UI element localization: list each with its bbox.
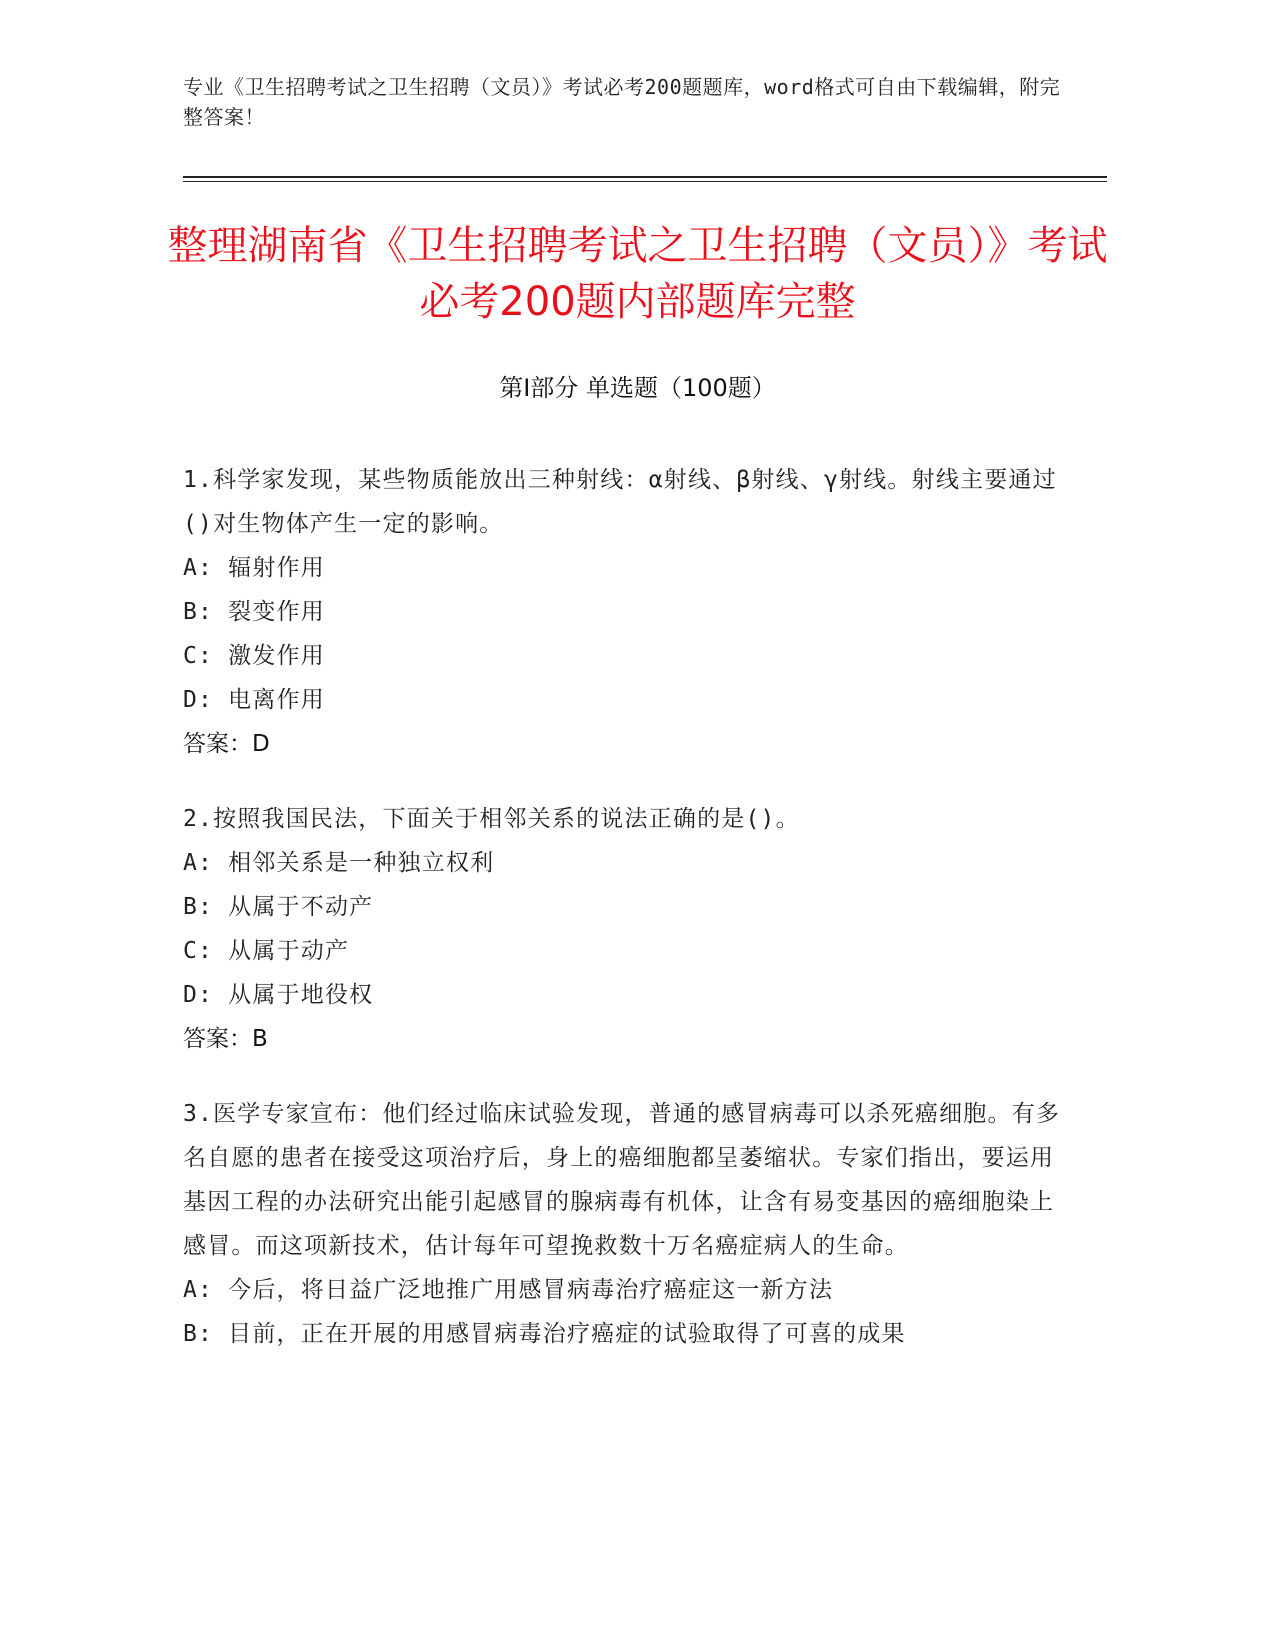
option-c: C: 激发作用	[183, 643, 325, 669]
question-item	[183, 1092, 1063, 1356]
question-item	[183, 797, 1063, 1061]
answer: 答案：D	[183, 731, 270, 757]
question-stem: 2.按照我国民法，下面关于相邻关系的说法正确的是()。	[183, 806, 800, 832]
answer: 答案：B	[183, 1026, 268, 1052]
question-stem: 1.科学家发现，某些物质能放出三种射线：α射线、β射线、γ射线。射线主要通过()对生物体产生一定的影响。	[183, 467, 1057, 537]
option-b: B: 裂变作用	[183, 599, 325, 625]
question-stem: 3.医学专家宣布：他们经过临床试验发现，普通的感冒病毒可以杀死癌细胞。有多名自愿的患者在接受这项治疗后，身上的癌细胞都呈萎缩状。专家们指出，要运用基因工程的办法研究出能引起感冒的腺病毒有机体，让含有易变基因的癌细胞染上感冒。而这项新技术，估计每年可望挽救数十万名癌症病人的生命。	[183, 1101, 1061, 1259]
document-title: 整理湖南省《卫生招聘考试之卫生招聘（文员）》考试必考200题内部题库完整	[167, 223, 1108, 325]
option-c: C: 从属于动产	[183, 938, 350, 964]
section-title: 第Ⅰ部分 单选题（100题）	[499, 374, 776, 402]
option-a: A: 相邻关系是一种独立权利	[183, 850, 495, 876]
option-b: B: 从属于不动产	[183, 894, 374, 920]
option-b: B: 目前，正在开展的用感冒病毒治疗癌症的试验取得了可喜的成果	[183, 1321, 906, 1347]
option-d: D: 电离作用	[183, 687, 325, 713]
header-divider-thin	[183, 181, 1107, 182]
question-item	[183, 458, 1063, 766]
question-list	[183, 458, 1063, 1387]
header-divider-thick	[183, 176, 1107, 178]
option-d: D: 从属于地役权	[183, 982, 374, 1008]
header-note: 专业《卫生招聘考试之卫生招聘（文员）》考试必考200题题库，word格式可自由下载编辑，附完整答案！	[183, 75, 1061, 129]
option-a: A: 今后，将日益广泛地推广用感冒病毒治疗癌症这一新方法	[183, 1277, 834, 1303]
option-a: A: 辐射作用	[183, 555, 325, 581]
